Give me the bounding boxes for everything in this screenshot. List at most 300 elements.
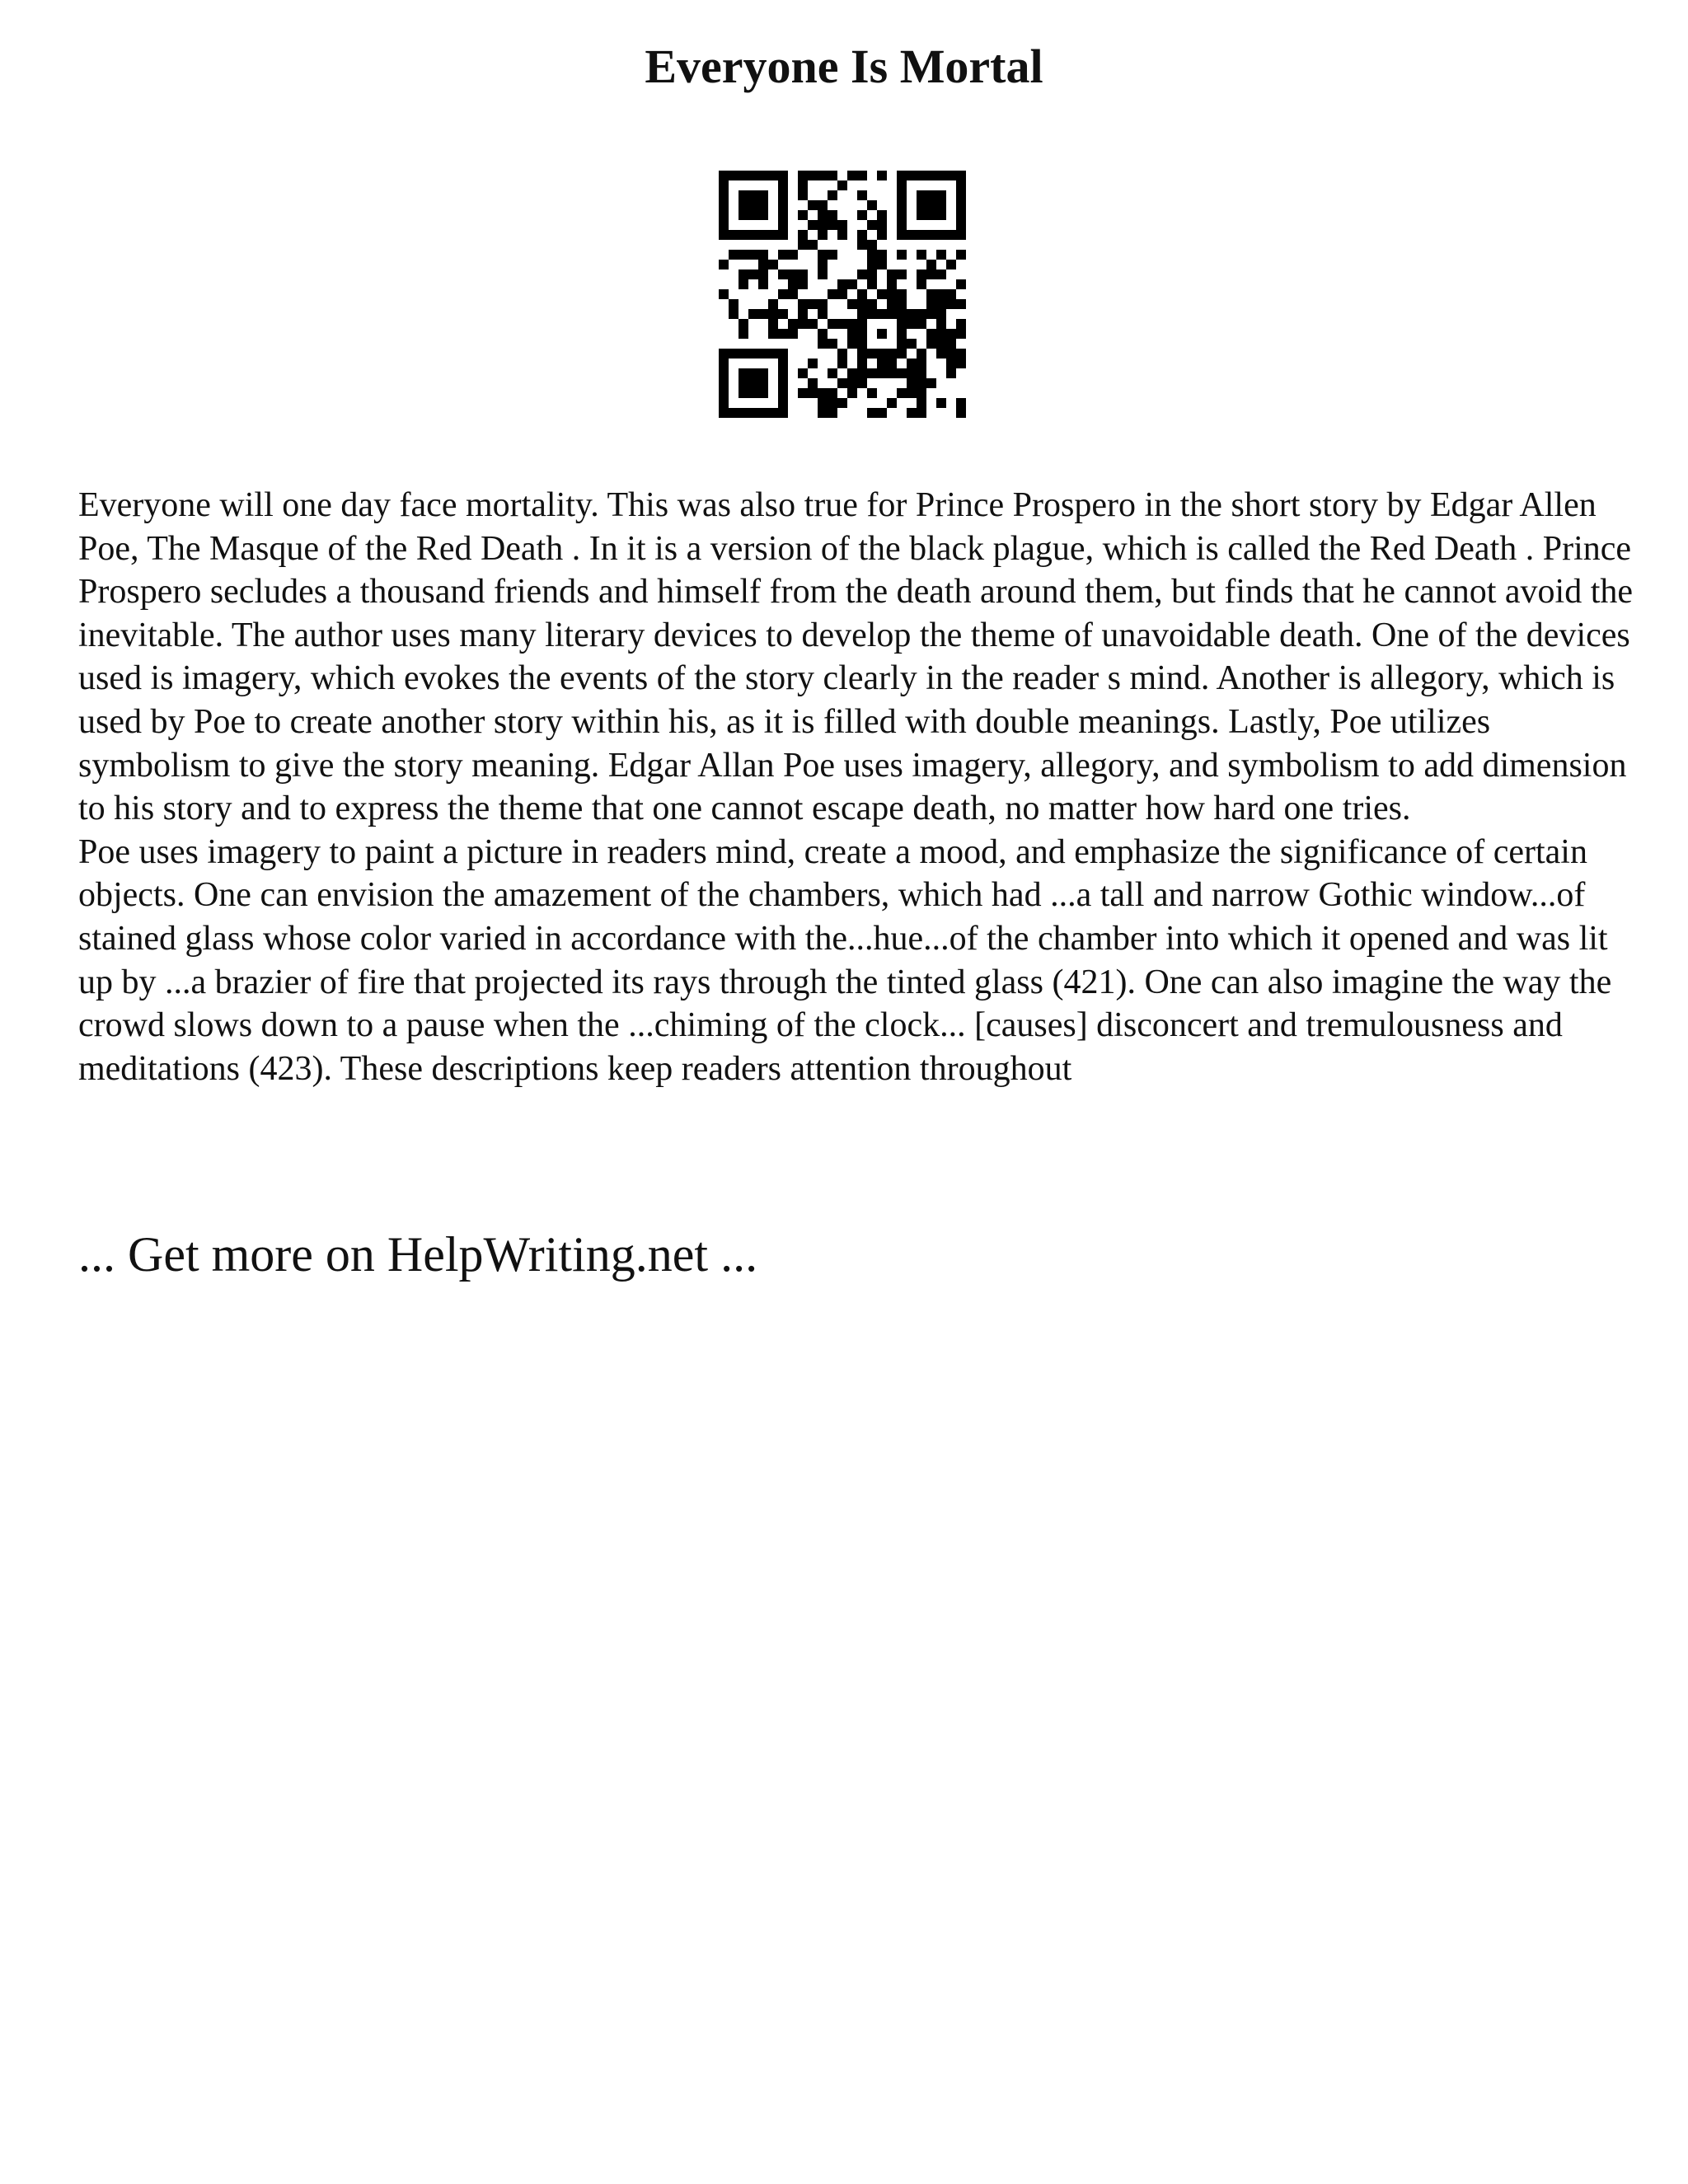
qr-module — [768, 408, 778, 418]
qr-module — [857, 339, 867, 349]
qr-module — [877, 289, 887, 299]
qr-module — [847, 378, 857, 388]
qr-module — [897, 190, 907, 200]
qr-module — [877, 329, 887, 339]
qr-module — [798, 299, 808, 309]
qr-module — [768, 309, 778, 319]
qr-module — [818, 299, 828, 309]
qr-module — [808, 171, 818, 180]
qr-module — [936, 398, 946, 408]
qr-module — [738, 200, 748, 210]
qr-module — [719, 210, 729, 220]
qr-module — [857, 368, 867, 378]
qr-module — [956, 190, 966, 200]
qr-module — [926, 210, 936, 220]
qr-module — [768, 329, 778, 339]
qr-module — [798, 240, 808, 250]
qr-module — [778, 230, 788, 240]
qr-module — [877, 220, 887, 230]
qr-module — [857, 299, 867, 309]
qr-module — [837, 289, 847, 299]
qr-module — [719, 260, 729, 269]
qr-module — [837, 349, 847, 359]
qr-module — [907, 368, 917, 378]
qr-module — [778, 359, 788, 368]
qr-module — [936, 269, 946, 279]
qr-module — [857, 319, 867, 329]
qr-module — [897, 210, 907, 220]
qr-module — [926, 339, 936, 349]
qr-module — [818, 408, 828, 418]
qr-module — [936, 339, 946, 349]
qr-module — [828, 289, 837, 299]
qr-module — [847, 329, 857, 339]
qr-module — [917, 309, 926, 319]
qr-module — [956, 200, 966, 210]
qr-module — [778, 398, 788, 408]
qr-module — [956, 180, 966, 190]
qr-module — [738, 319, 748, 329]
qr-module — [877, 349, 887, 359]
qr-module — [798, 269, 808, 279]
qr-module — [778, 269, 788, 279]
qr-module — [719, 388, 729, 398]
qr-module — [748, 388, 758, 398]
qr-module — [936, 309, 946, 319]
qr-module — [798, 319, 808, 329]
qr-module — [936, 329, 946, 339]
qr-module — [828, 398, 837, 408]
qr-module — [887, 349, 897, 359]
essay-body — [78, 484, 1636, 1090]
qr-module — [788, 329, 798, 339]
qr-module — [837, 378, 847, 388]
qr-module — [857, 309, 867, 319]
qr-module — [768, 260, 778, 269]
qr-module — [926, 299, 936, 309]
qr-module — [956, 359, 966, 368]
qr-module — [956, 408, 966, 418]
qr-module — [768, 319, 778, 329]
qr-module — [877, 171, 887, 180]
qr-module — [877, 408, 887, 418]
qr-module — [887, 368, 897, 378]
qr-module — [907, 388, 917, 398]
qr-module — [778, 289, 788, 299]
qr-module — [897, 339, 907, 349]
qr-module — [936, 200, 946, 210]
qr-module — [877, 359, 887, 368]
qr-module — [758, 230, 768, 240]
qr-module — [748, 269, 758, 279]
qr-module — [867, 309, 877, 319]
qr-module — [729, 250, 738, 260]
qr-module — [887, 269, 897, 279]
qr-module — [897, 289, 907, 299]
qr-module — [778, 220, 788, 230]
qr-module — [887, 309, 897, 319]
qr-module — [877, 368, 887, 378]
qr-module — [867, 260, 877, 269]
qr-module — [946, 339, 956, 349]
qr-module — [738, 210, 748, 220]
qr-module — [798, 309, 808, 319]
qr-module — [828, 190, 837, 200]
qr-module — [818, 398, 828, 408]
qr-module — [738, 368, 748, 378]
qr-module — [808, 319, 818, 329]
qr-module — [729, 349, 738, 359]
qr-module — [936, 319, 946, 329]
qr-module — [867, 408, 877, 418]
qr-module — [828, 210, 837, 220]
qr-module — [748, 200, 758, 210]
qr-module — [946, 289, 956, 299]
qr-module — [828, 220, 837, 230]
qr-module — [907, 230, 917, 240]
qr-module — [758, 388, 768, 398]
qr-module — [917, 210, 926, 220]
qr-module — [748, 210, 758, 220]
qr-module — [719, 368, 729, 378]
qr-module — [917, 171, 926, 180]
qr-module — [837, 180, 847, 190]
qr-module — [758, 190, 768, 200]
qr-module — [837, 230, 847, 240]
paragraph-intro: Everyone will one day face mortality. This was also true for Prince Prospero in the short story by Edgar Allen Poe, The Masque of the Red Death . In it is a version of the black plague, which is called the Red Death . Prince Prospero secludes a thousand friends and himself from the death around them, but finds that he cannot avoid the inevitable. The author uses many literary devices to develop the theme of unavoidable death. One of the devices used is imagery, which evokes the events of the story clearly in the reader s mind. Another is allegory, which is used by Poe to create another story within his, as it is filled with double meanings. Lastly, Poe utilizes symbolism to give the story meaning. Edgar Allan Poe uses imagery, allegory, and symbolism to add dimension to his story and to express the theme that one cannot escape death, no matter how hard one tries. — [78, 486, 1634, 828]
qr-module — [847, 279, 857, 289]
qr-module — [956, 220, 966, 230]
qr-module — [926, 171, 936, 180]
qr-module — [857, 240, 867, 250]
qr-module — [936, 230, 946, 240]
qr-module — [758, 349, 768, 359]
qr-module — [798, 171, 808, 180]
qr-module — [788, 250, 798, 260]
qr-module — [788, 319, 798, 329]
qr-module — [867, 388, 877, 398]
qr-module — [778, 190, 788, 200]
qr-module — [857, 349, 867, 359]
qr-module — [818, 329, 828, 339]
qr-module — [808, 359, 818, 368]
qr-module — [798, 180, 808, 190]
qr-module — [758, 171, 768, 180]
qr-module — [788, 279, 798, 289]
qr-module — [857, 190, 867, 200]
qr-module — [897, 388, 907, 398]
qr-module — [837, 319, 847, 329]
qr-module — [758, 250, 768, 260]
qr-module — [946, 260, 956, 269]
qr-module — [946, 329, 956, 339]
qr-module — [917, 230, 926, 240]
qr-module — [946, 349, 956, 359]
qr-module — [738, 408, 748, 418]
qr-module — [798, 368, 808, 378]
qr-module — [926, 200, 936, 210]
qr-module — [828, 339, 837, 349]
qr-module — [936, 349, 946, 359]
qr-module — [897, 269, 907, 279]
qr-module — [847, 368, 857, 378]
qr-module — [738, 250, 748, 260]
qr-module — [758, 200, 768, 210]
qr-module — [818, 388, 828, 398]
qr-module — [897, 250, 907, 260]
qr-module — [828, 250, 837, 260]
qr-module — [926, 309, 936, 319]
qr-module — [887, 279, 897, 289]
qr-module — [867, 349, 877, 359]
qr-module — [808, 240, 818, 250]
qr-module — [926, 260, 936, 269]
qr-module — [847, 319, 857, 329]
qr-module — [788, 289, 798, 299]
qr-module — [917, 279, 926, 289]
qr-module — [897, 299, 907, 309]
qr-module — [729, 299, 738, 309]
qr-module — [828, 319, 837, 329]
qr-module — [946, 368, 956, 378]
qr-module — [758, 378, 768, 388]
document-title: Everyone Is Mortal — [645, 40, 1043, 93]
qr-module — [719, 190, 729, 200]
qr-module — [808, 388, 818, 398]
qr-module — [887, 398, 897, 408]
qr-module — [778, 250, 788, 260]
qr-module — [917, 388, 926, 398]
qr-module — [907, 171, 917, 180]
qr-module — [758, 260, 768, 269]
qr-module — [926, 289, 936, 299]
qr-module — [778, 388, 788, 398]
qr-module — [867, 279, 877, 289]
qr-module — [917, 368, 926, 378]
qr-module — [768, 230, 778, 240]
qr-module — [719, 230, 729, 240]
qr-module — [946, 230, 956, 240]
qr-module — [847, 339, 857, 349]
qr-module — [719, 408, 729, 418]
qr-module — [887, 299, 897, 309]
qr-module — [867, 200, 877, 210]
qr-module — [917, 398, 926, 408]
qr-module — [956, 210, 966, 220]
qr-module — [778, 180, 788, 190]
qr-module — [788, 269, 798, 279]
qr-module — [748, 349, 758, 359]
qr-module — [897, 349, 907, 359]
qr-module — [867, 240, 877, 250]
qr-module — [857, 329, 867, 339]
qr-module — [778, 368, 788, 378]
qr-module — [946, 359, 956, 368]
qr-module — [956, 349, 966, 359]
qr-module — [719, 180, 729, 190]
qr-module — [907, 378, 917, 388]
qr-module — [897, 368, 907, 378]
qr-module — [748, 250, 758, 260]
qr-module — [808, 299, 818, 309]
qr-module — [857, 210, 867, 220]
qr-module — [748, 190, 758, 200]
qr-module — [926, 190, 936, 200]
qr-module — [847, 171, 857, 180]
get-more-link[interactable]: ... Get more on HelpWriting.net ... — [78, 1227, 758, 1282]
qr-module — [847, 388, 857, 398]
qr-module — [897, 180, 907, 190]
qr-module — [837, 279, 847, 289]
qr-module — [936, 171, 946, 180]
qr-module — [897, 309, 907, 319]
qr-module — [837, 398, 847, 408]
qr-module — [738, 190, 748, 200]
qr-module — [778, 200, 788, 210]
qr-module — [857, 230, 867, 240]
qr-module — [798, 279, 808, 289]
qr-module — [758, 279, 768, 289]
qr-module — [936, 250, 946, 260]
qr-module — [956, 299, 966, 309]
qr-module — [729, 408, 738, 418]
qr-module — [847, 299, 857, 309]
qr-module — [867, 269, 877, 279]
qr-module — [818, 171, 828, 180]
qr-module — [828, 388, 837, 398]
qr-module — [818, 309, 828, 319]
qr-module — [719, 349, 729, 359]
qr-module — [857, 378, 867, 388]
qr-module — [857, 359, 867, 368]
qr-module — [917, 269, 926, 279]
qr-module — [738, 279, 748, 289]
qr-module — [719, 359, 729, 368]
qr-module — [946, 171, 956, 180]
qr-module — [748, 378, 758, 388]
qr-module — [729, 230, 738, 240]
qr-module — [738, 349, 748, 359]
qr-module — [936, 289, 946, 299]
qr-module — [818, 210, 828, 220]
qr-module — [778, 329, 788, 339]
qr-module — [936, 210, 946, 220]
qr-module — [768, 349, 778, 359]
paragraph-imagery: Poe uses imagery to paint a picture in readers mind, create a mood, and emphasize the significance of certain objects. One can envision the amazement of the chambers, which had ...a tall and narrow Gothic window...of stained glass whose color varied in accordance with the...hue...of the chamber into which it opened and was lit up by ...a brazier of fire that projected its rays through the tinted glass (421). One can also imagine the way the crowd slows down to a pause when the ...chiming of the clock... [causes] disconcert and tremulousness and meditations (423). These descriptions keep readers attention throughout — [78, 832, 1612, 1088]
qr-module — [857, 269, 867, 279]
qr-module — [897, 171, 907, 180]
qr-module — [897, 329, 907, 339]
qr-module — [748, 171, 758, 180]
qr-module — [778, 378, 788, 388]
qr-module — [857, 171, 867, 180]
qr-module — [907, 408, 917, 418]
qr-module — [956, 319, 966, 329]
qr-module — [867, 220, 877, 230]
qr-module — [748, 408, 758, 418]
qr-module — [738, 171, 748, 180]
qr-module — [956, 250, 966, 260]
qr-module — [778, 210, 788, 220]
qr-module — [798, 230, 808, 240]
qr-module — [738, 230, 748, 240]
qr-module — [917, 408, 926, 418]
qr-module — [758, 408, 768, 418]
qr-module — [907, 309, 917, 319]
qr-module — [729, 171, 738, 180]
qr-module — [719, 289, 729, 299]
qr-module — [877, 309, 887, 319]
qr-module — [818, 220, 828, 230]
qr-module — [867, 368, 877, 378]
qr-module — [877, 250, 887, 260]
qr-module — [837, 220, 847, 230]
qr-module — [758, 269, 768, 279]
qr-module — [946, 299, 956, 309]
qr-module — [818, 250, 828, 260]
qr-module — [877, 230, 887, 240]
qr-module — [877, 210, 887, 220]
qr-module — [917, 349, 926, 359]
qr-module — [917, 200, 926, 210]
qr-module — [768, 171, 778, 180]
qr-module — [877, 260, 887, 269]
qr-module — [956, 279, 966, 289]
qr-module — [798, 210, 808, 220]
qr-module — [828, 171, 837, 180]
qr-module — [907, 339, 917, 349]
qr-module — [907, 359, 917, 368]
qr-module — [936, 299, 946, 309]
qr-module — [738, 329, 748, 339]
qr-module — [758, 368, 768, 378]
qr-module — [748, 309, 758, 319]
qr-module — [798, 388, 808, 398]
qr-module — [917, 378, 926, 388]
qr-module — [926, 329, 936, 339]
qr-module — [719, 378, 729, 388]
qr-module — [738, 378, 748, 388]
qr-module — [768, 299, 778, 309]
qr-module — [808, 200, 818, 210]
qr-module — [867, 250, 877, 260]
qr-module — [907, 319, 917, 329]
qr-module — [738, 269, 748, 279]
qr-module — [917, 250, 926, 260]
qr-module — [719, 220, 729, 230]
qr-module — [917, 190, 926, 200]
qr-module — [956, 171, 966, 180]
qr-module — [719, 200, 729, 210]
qr-module — [719, 398, 729, 408]
qr-module — [926, 378, 936, 388]
qr-module — [748, 368, 758, 378]
qr-module — [778, 309, 788, 319]
qr-module — [828, 368, 837, 378]
qr-module — [738, 388, 748, 398]
qr-module — [818, 200, 828, 210]
qr-module — [956, 398, 966, 408]
qr-module — [956, 329, 966, 339]
qr-module — [897, 319, 907, 329]
qr-module — [778, 349, 788, 359]
qr-module — [719, 171, 729, 180]
qr-module — [808, 220, 818, 230]
qr-module — [956, 230, 966, 240]
qr-module — [837, 359, 847, 368]
qr-module — [798, 190, 808, 200]
qr-module — [748, 230, 758, 240]
